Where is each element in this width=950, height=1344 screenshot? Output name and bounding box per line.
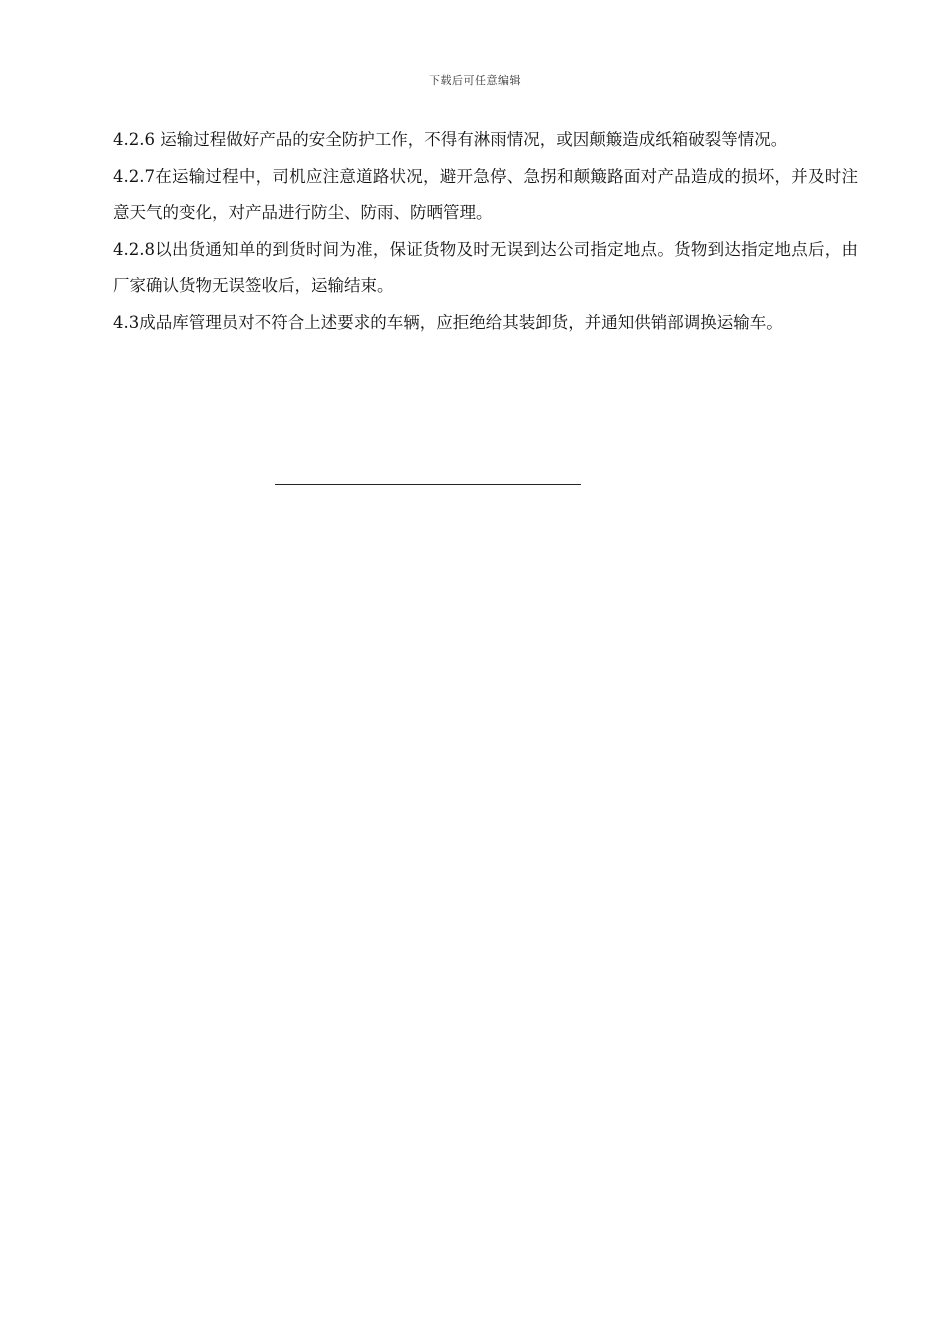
document-body — [113, 122, 858, 341]
paragraph-4-2-8: 4.2.8以出货通知单的到货时间为准，保证货物及时无误到达公司指定地点。货物到达指定地点后，由厂家确认货物无误签收后，运输结束。 — [113, 239, 858, 295]
paragraph-4-3: 4.3成品库管理员对不符合上述要求的车辆，应拒绝给其装卸货，并通知供销部调换运输车。 — [113, 312, 783, 332]
header-note: 下载后可任意编辑 — [429, 74, 521, 87]
paragraph-4-2-7: 4.2.7在运输过程中，司机应注意道路状况，避开急停、急拐和颠簸路面对产品造成的损坏，并及时注意天气的变化，对产品进行防尘、防雨、防晒管理。 — [113, 166, 858, 222]
end-divider-line — [275, 484, 581, 485]
paragraph-4-2-6: 4.2.6 运输过程做好产品的安全防护工作，不得有淋雨情况，或因颠簸造成纸箱破裂等情况。 — [113, 130, 788, 149]
